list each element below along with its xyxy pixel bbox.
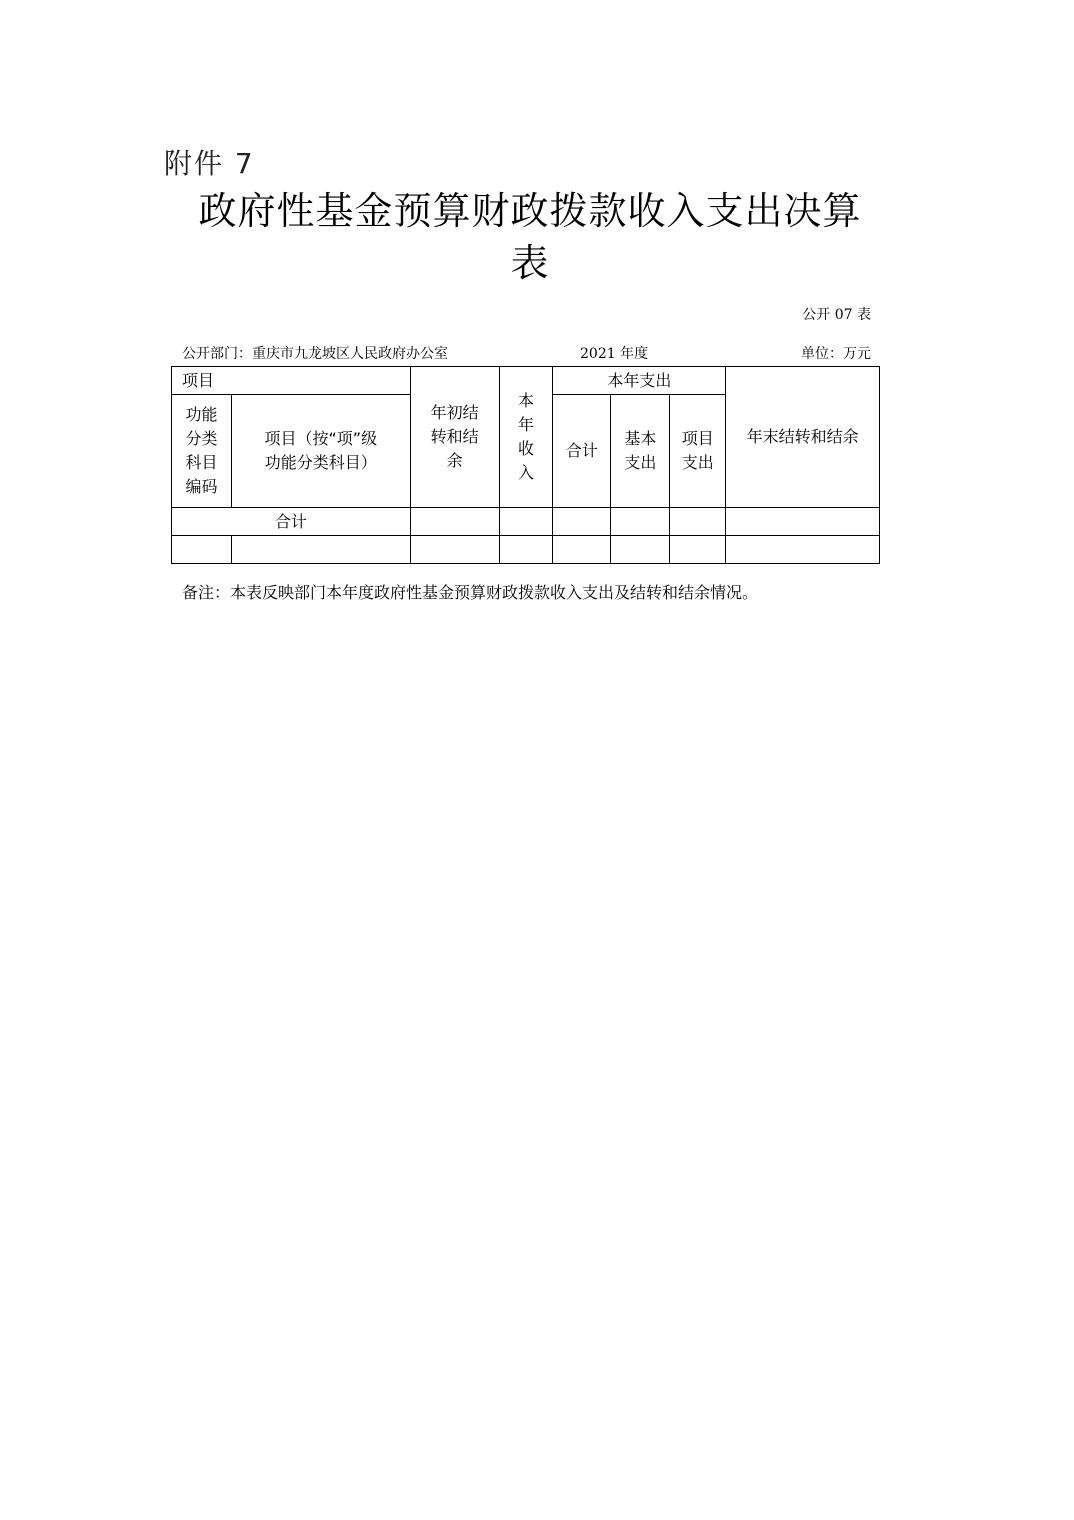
- header-line: 余: [446, 451, 463, 470]
- header-line: 支出: [624, 453, 657, 472]
- header-item-name: [231, 395, 410, 508]
- table-cell: [670, 508, 726, 536]
- title-line-2: 表: [510, 241, 550, 285]
- header-line: 编码: [185, 477, 218, 496]
- title-line-1: 政府性基金预算财政拨款收入支出决算: [198, 189, 862, 233]
- footnote: 备注：本表反映部门本年度政府性基金预算财政拨款收入支出及结转和结余情况。: [182, 583, 759, 602]
- table-cell: [410, 536, 499, 564]
- attachment-label: 附件 7: [164, 147, 255, 180]
- header-line: 入: [518, 463, 535, 482]
- header-line: 本: [518, 391, 535, 410]
- header-current-expense: 本年支出: [553, 367, 726, 395]
- header-subtotal: 合计: [553, 395, 611, 508]
- table-cell: [172, 536, 232, 564]
- header-line: 项目（按“项”级: [264, 429, 378, 448]
- form-number: 公开 07 表: [802, 307, 871, 323]
- table-cell: [410, 508, 499, 536]
- header-func-code: [172, 395, 232, 508]
- header-project: 项目: [172, 367, 411, 395]
- fiscal-year-label: 2021 年度: [580, 346, 649, 362]
- header-line: 功能分类科目）: [264, 453, 377, 472]
- total-row-label: 合计: [172, 508, 411, 536]
- page-title: [150, 185, 910, 289]
- header-line: 收: [518, 439, 535, 458]
- header-line: 支出: [681, 453, 714, 472]
- header-line: 科目: [185, 453, 218, 472]
- table-cell: [553, 536, 611, 564]
- header-line: 功能: [185, 405, 218, 424]
- table-row: [172, 536, 880, 564]
- header-opening-balance: [410, 367, 499, 508]
- header-project-expense: [670, 395, 726, 508]
- table-cell: [231, 536, 410, 564]
- header-line: 基本: [624, 429, 657, 448]
- table-cell: [726, 508, 880, 536]
- total-row: [172, 508, 880, 536]
- table-cell: [611, 536, 670, 564]
- unit-label: 单位：万元: [801, 346, 871, 362]
- header-line: 年初结: [430, 403, 479, 422]
- table-cell: [670, 536, 726, 564]
- header-line: 分类: [185, 429, 218, 448]
- table-cell: [499, 536, 553, 564]
- department-label: 公开部门：重庆市九龙坡区人民政府办公室: [182, 346, 448, 362]
- table-cell: [611, 508, 670, 536]
- table-cell: [553, 508, 611, 536]
- header-line: 项目: [681, 429, 714, 448]
- header-current-income: [499, 367, 553, 508]
- table-cell: [726, 536, 880, 564]
- header-closing-balance: 年末结转和结余: [726, 367, 880, 508]
- header-line: 年: [518, 415, 535, 434]
- budget-table: [171, 366, 880, 564]
- header-line: 转和结: [430, 427, 479, 446]
- table-cell: [499, 508, 553, 536]
- header-basic-expense: [611, 395, 670, 508]
